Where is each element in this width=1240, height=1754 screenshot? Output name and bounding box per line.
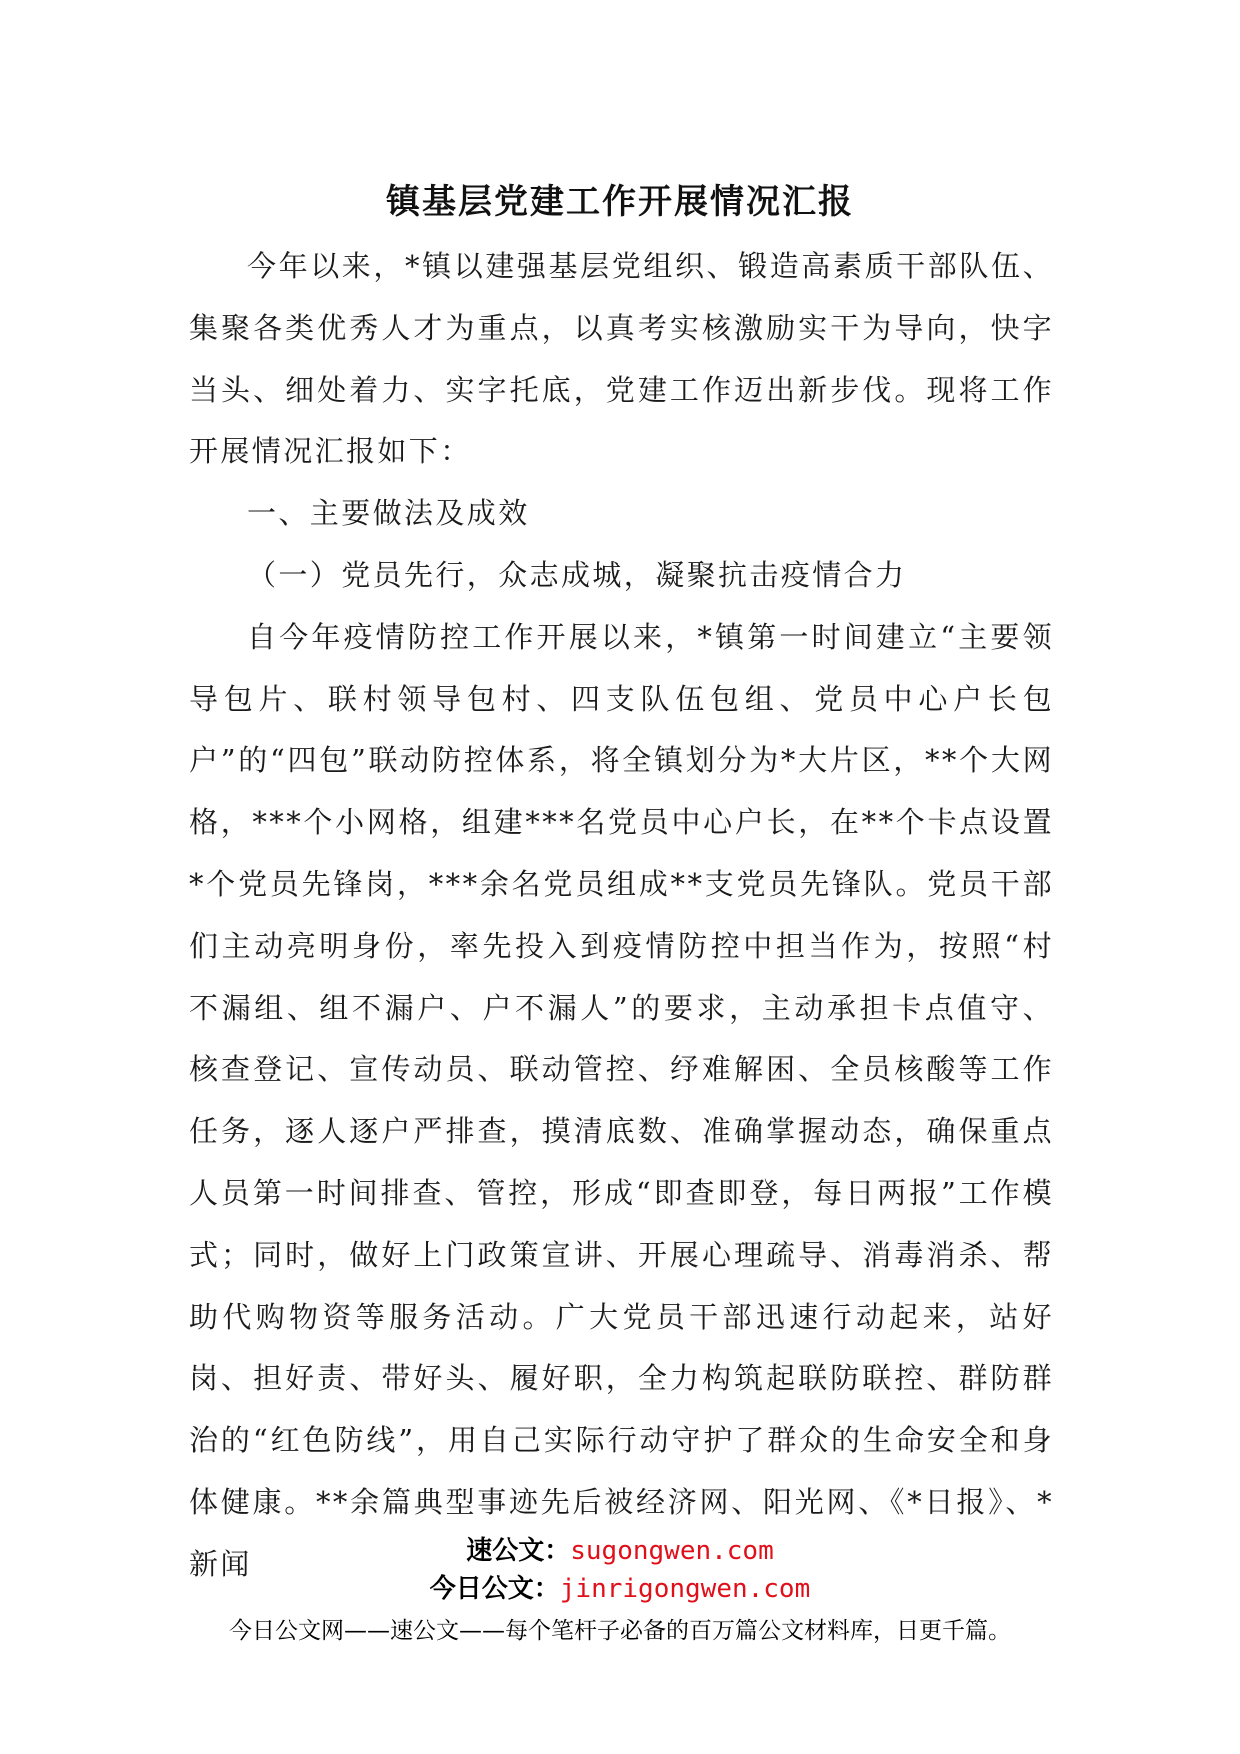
document-body xyxy=(189,236,1054,1596)
footer-slogan: 今日公文网——速公文——每个笔杆子必备的百万篇公文材料库，日更千篇。 xyxy=(229,1618,1011,1644)
footer-label-sugongwen: 速公文： xyxy=(466,1536,571,1566)
footer-link-jinrigongwen[interactable]: jinrigongwen.com xyxy=(559,1574,811,1604)
intro-paragraph: 今年以来，*镇以建强基层党组织、锻造高素质干部队伍、集聚各类优秀人才为重点，以真考实核激励实干为导向，快字当头、细处着力、实字托底，党建工作迈出新步伐。现将工作开展情况汇报如下： xyxy=(189,249,1054,469)
document-title: 镇基层党建工作开展情况汇报 xyxy=(386,182,854,222)
footer-link-sugongwen[interactable]: sugongwen.com xyxy=(570,1536,774,1566)
body-paragraph: 自今年疫情防控工作开展以来，*镇第一时间建立“主要领导包片、联村领导包村、四支队伍包组、党员中心户长包户”的“四包”联动防控体系，将全镇划分为*大片区，**个大网格，***个小网格，组建***名党员中心户长，在**个卡点设置*个党员先锋岗，***余名党员组成**支党员先锋队。党员干部们主动亮明身份，率先投入到疫情防控中担当作为，按照“村不漏组、组不漏户、户不漏人”的要求，主动承担卡点值守、核查登记、宣传动员、联动管控、纾难解困、全员核酸等工作任务，逐人逐户严排查，摸清底数、准确掌握动态，确保重点人员第一时间排查、管控，形成“即查即登，每日两报”工作模式；同时，做好上门政策宣讲、开展心理疏导、消毒消杀、帮助代购物资等服务活动。广大党员干部迅速行动起来，站好岗、担好责、带好头、履好职，全力构筑起联防联控、群防群治的“红色防线”，用自己实际行动守护了群众的生命安全和身体健康。**余篇典型事迹先后被经济网、阳光网、《*日报》、*新闻 xyxy=(189,619,1054,1581)
footer-line-jinrigongwen xyxy=(0,1568,1240,1605)
section-heading: 一、主要做法及成效 xyxy=(247,496,530,531)
subsection-heading: （一）党员先行，众志成城，凝聚抗击疫情合力 xyxy=(247,557,907,592)
footer-line-sugongwen xyxy=(0,1530,1240,1567)
footer-label-jinrigongwen: 今日公文： xyxy=(429,1574,560,1604)
